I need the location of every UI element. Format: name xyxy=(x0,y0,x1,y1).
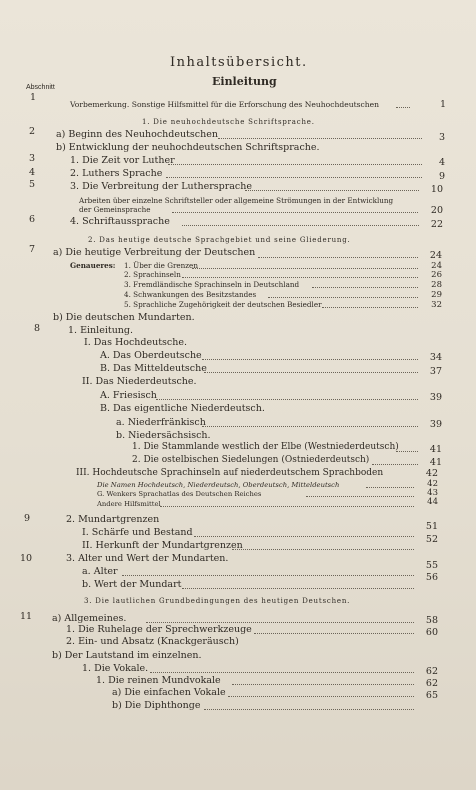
leader-dots xyxy=(160,506,414,507)
toc-entry: A. Das Oberdeutsche xyxy=(100,350,202,361)
toc-entry: B. Das Mitteldeutsche xyxy=(100,363,207,374)
leader-dots xyxy=(396,451,418,452)
page-number: 42 xyxy=(425,468,438,479)
leader-dots xyxy=(322,307,418,308)
page-number: 37 xyxy=(429,366,442,377)
toc-entry: a) Allgemeines. xyxy=(52,613,127,624)
toc-entry: b) Die Diphthonge xyxy=(112,700,201,711)
toc-entry: a. Niederfränkisch xyxy=(116,417,206,428)
toc-entry: Genaueres: xyxy=(70,261,116,270)
leader-dots xyxy=(150,672,414,673)
toc-entry: a) Die einfachen Vokale xyxy=(112,687,226,698)
toc-entry: b) Die deutschen Mundarten. xyxy=(53,312,195,323)
toc-entry: b. Niedersächsisch. xyxy=(116,430,211,441)
page-number: 10 xyxy=(430,184,443,195)
leader-dots xyxy=(182,588,414,589)
page-number: 4 xyxy=(438,157,445,168)
page-number: 56 xyxy=(425,572,438,583)
page-number: 29 xyxy=(431,290,442,300)
toc-entry: 3. Alter und Wert der Mundarten. xyxy=(66,553,229,564)
toc-entry: 1. Die Stammlande westlich der Elbe (Westniederdeutsch) xyxy=(132,442,399,452)
toc-entry: a. Alter xyxy=(82,566,118,577)
toc-entry: 1. Die Vokale. xyxy=(82,663,149,674)
page-number: 62 xyxy=(425,666,438,677)
page-number: 9 xyxy=(438,171,445,182)
leader-dots xyxy=(122,575,414,576)
toc-entry: Die Namen Hochdeutsch, Niederdeutsch, Oberdeutsch, Mitteldeutsch xyxy=(97,481,340,489)
leader-dots xyxy=(254,633,414,634)
leader-dots xyxy=(182,225,419,226)
toc-entry: 2. Mundartgrenzen xyxy=(66,514,160,525)
leader-dots xyxy=(218,138,422,139)
toc-entry: 1. Die Zeit vor Luther xyxy=(70,155,175,166)
section-number: 4 xyxy=(29,167,36,178)
toc-entry: b) Entwicklung der neuhochdeutschen Schriftsprache. xyxy=(56,142,320,153)
leader-dots xyxy=(258,257,418,258)
toc-entry: b. Wert der Mundart xyxy=(82,579,182,590)
page-number: 41 xyxy=(429,457,442,468)
page-number: 28 xyxy=(431,280,442,290)
leader-dots xyxy=(396,107,410,108)
leader-dots xyxy=(204,709,414,710)
page-number: 39 xyxy=(429,392,442,403)
toc-entry: Arbeiten über einzelne Schriftsteller oder allgemeine Strömungen in der Entwicklung xyxy=(79,196,394,205)
section-number: 6 xyxy=(29,214,36,225)
page-number: 32 xyxy=(431,300,442,310)
page-number: 39 xyxy=(429,419,442,430)
leader-dots xyxy=(172,212,418,213)
leader-dots xyxy=(232,549,414,550)
page-number: 43 xyxy=(427,488,438,498)
section-number: 10 xyxy=(20,553,33,564)
leader-dots xyxy=(202,426,418,427)
toc-entry: Vorbemerkung. Sonstige Hilfsmittel für die Erforschung des Neuhochdeutschen xyxy=(70,100,380,109)
section-number: 3 xyxy=(29,153,36,164)
page-number: 34 xyxy=(429,352,442,363)
section-number: 5 xyxy=(29,179,36,190)
page-number: 1 xyxy=(439,99,446,110)
page-number: 51 xyxy=(425,521,438,532)
toc-entry: II. Herkunft der Mundartgrenzen xyxy=(82,540,243,551)
page-number: 24 xyxy=(431,261,442,271)
section-heading: Einleitung xyxy=(212,75,277,88)
toc-entry: I. Schärfe und Bestand xyxy=(82,527,193,538)
toc-entry: a) Die heutige Verbreitung der Deutschen xyxy=(53,247,256,258)
chapter-heading: 3. Die lautlichen Grundbedingungen des heutigen Deutschen. xyxy=(84,597,351,605)
leader-dots xyxy=(202,359,418,360)
page-number: 44 xyxy=(427,497,438,507)
page-number: 60 xyxy=(425,627,438,638)
leader-dots xyxy=(156,399,418,400)
toc-entry: der Gemeinsprache xyxy=(79,205,151,214)
toc-entry: 2. Luthers Sprache xyxy=(70,168,163,179)
page-number: 62 xyxy=(425,678,438,689)
toc-entry: b) Der Lautstand im einzelnen. xyxy=(52,650,202,661)
leader-dots xyxy=(306,496,414,497)
toc-entry: 1. Die Ruhelage der Sprechwerkzeuge xyxy=(66,624,252,635)
section-number: 9 xyxy=(24,513,31,524)
section-number: 1 xyxy=(30,92,37,103)
toc-entry: Andere Hilfsmittel xyxy=(97,500,161,508)
toc-entry: 4. Schwankungen des Besitzstandes xyxy=(124,290,257,299)
leader-dots xyxy=(192,268,418,269)
toc-entry: II. Das Niederdeutsche. xyxy=(82,376,197,387)
leader-dots xyxy=(245,190,419,191)
leader-dots xyxy=(232,684,414,685)
toc-entry: 1. Einleitung. xyxy=(68,325,134,336)
leader-dots xyxy=(268,297,418,298)
chapter-heading: 2. Das heutige deutsche Sprachgebiet und seine Gliederung. xyxy=(88,236,351,244)
leader-dots xyxy=(166,177,422,178)
toc-entry: 2. Sprachinseln xyxy=(124,270,181,279)
page-number: 3 xyxy=(438,132,445,143)
toc-entry: 3. Die Verbreitung der Luthersprache xyxy=(70,181,252,192)
page-number: 41 xyxy=(429,444,442,455)
leader-dots xyxy=(182,277,418,278)
toc-entry: A. Friesisch xyxy=(100,390,157,401)
page-number: 65 xyxy=(425,690,438,701)
page-title: Inhaltsübersicht. xyxy=(170,55,308,70)
page-number: 26 xyxy=(431,270,442,280)
leader-dots xyxy=(312,287,418,288)
toc-entry: III. Hochdeutsche Sprachinseln auf niederdeutschem Sprachboden xyxy=(76,468,384,478)
page-number: 22 xyxy=(430,219,443,230)
leader-dots xyxy=(204,372,418,373)
section-number: 7 xyxy=(29,244,36,255)
toc-entry: 1. Über die Grenzen xyxy=(124,261,198,270)
leader-dots xyxy=(194,536,414,537)
toc-entry: 2. Die ostelbischen Siedelungen (Ostniederdeutsch) xyxy=(132,455,370,465)
toc-entry: I. Das Hochdeutsche. xyxy=(84,337,188,348)
section-number: 8 xyxy=(34,323,41,334)
page-number: 58 xyxy=(425,615,438,626)
page-number: 42 xyxy=(427,479,438,489)
toc-entry: 3. Fremdländische Sprachinseln in Deutschland xyxy=(124,280,300,289)
toc-entry: G. Wenkers Sprachatlas des Deutschen Reiches xyxy=(97,490,262,498)
column-header: Abschnitt xyxy=(26,84,55,91)
page-number: 24 xyxy=(429,250,442,261)
toc-entry: a) Beginn des Neuhochdeutschen xyxy=(56,129,218,140)
toc-entry: 1. Die reinen Mundvokale xyxy=(96,675,221,686)
leader-dots xyxy=(168,164,422,165)
chapter-heading: 1. Die neuhochdeutsche Schriftsprache. xyxy=(142,118,315,126)
page-number: 55 xyxy=(425,560,438,571)
page-number: 20 xyxy=(430,205,443,216)
toc-entry: 5. Sprachliche Zugehörigkeit der deutschen Besiedler xyxy=(124,300,322,309)
section-number: 11 xyxy=(20,611,33,622)
section-number: 2 xyxy=(29,126,36,137)
toc-entry: 2. Ein- und Absatz (Knackgeräusch) xyxy=(66,636,239,647)
leader-dots xyxy=(366,487,414,488)
leader-dots xyxy=(228,696,414,697)
page-number: 52 xyxy=(425,534,438,545)
leader-dots xyxy=(372,464,418,465)
toc-entry: 4. Schriftaussprache xyxy=(70,216,170,227)
toc-entry: B. Das eigentliche Niederdeutsch. xyxy=(100,403,265,414)
leader-dots xyxy=(146,622,414,623)
